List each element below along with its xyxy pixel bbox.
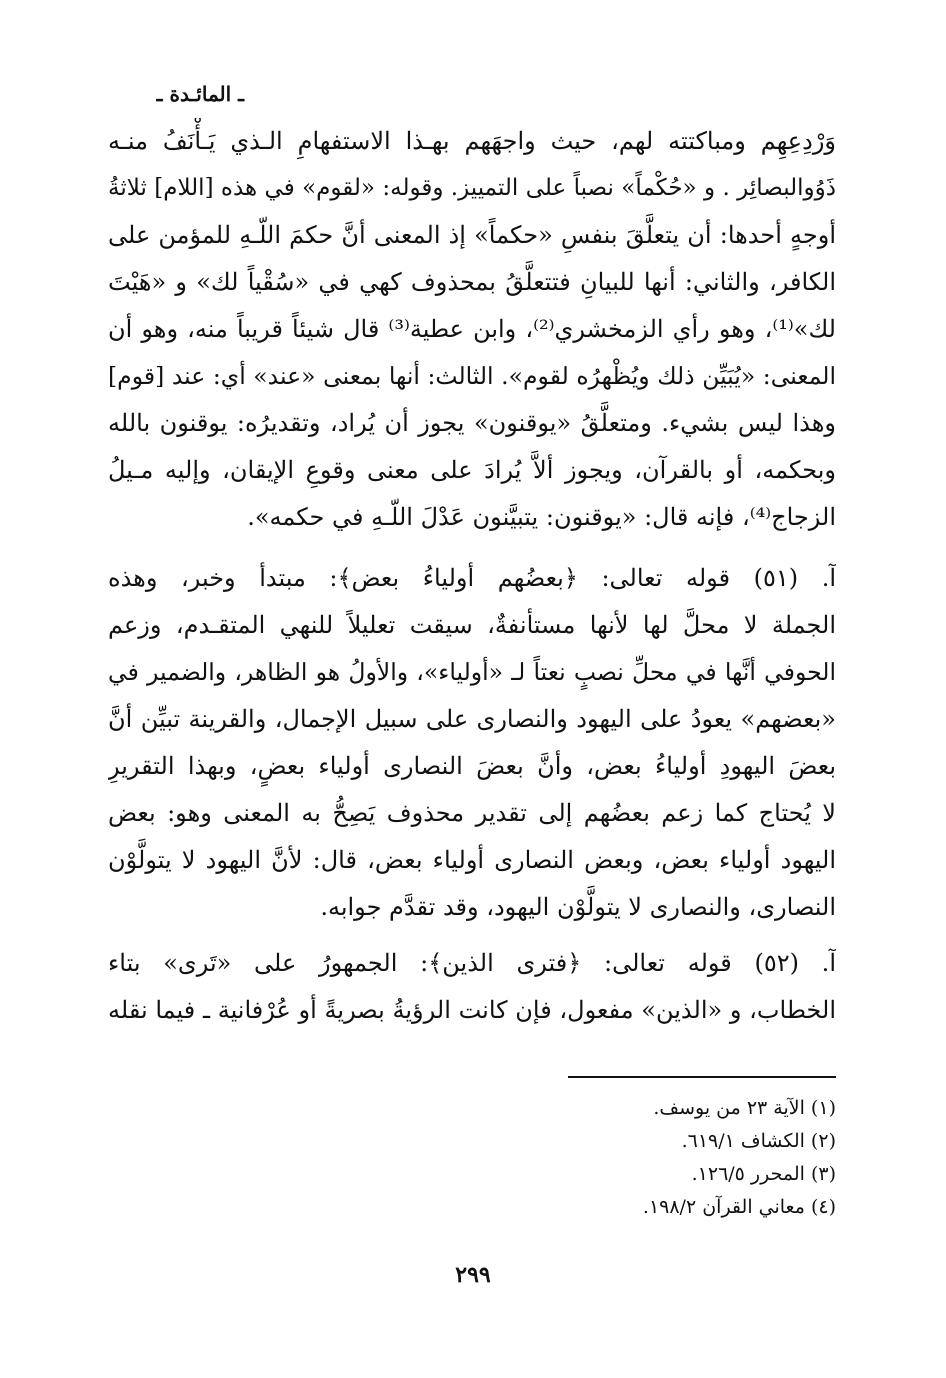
text-line: اليهود أولياء بعض، وبعض النصارى أولياء بعض، قال: لأنَّ اليهود لا يتولَّوْن: [108, 846, 836, 874]
text-line: آ. (٥٢) قوله تعالى: ﴿فترى الذين﴾: الجمهورُ على «تَرى» بتاء: [108, 949, 836, 977]
footnote: (١) الآية ٢٣ من يوسف.: [653, 1097, 836, 1119]
text-line: وبحكمه، أو بالقرآن، ويجوز ألاَّ يُرادَ على معنى وقوعِ الإيقان، وإليه مـيلُ: [108, 456, 836, 484]
text-line: الخطاب، و «الذين» مفعول، فإن كانت الرؤيةُ بصريةً أو عُرْفانية ـ فيما نقله: [108, 996, 836, 1024]
text-line: الحوفي أنَّها في محلِّ نصبٍ نعتاً لـ «أولياء»، والأولُ هو الظاهر، والضمير في: [108, 658, 836, 686]
footnotes: [436, 1092, 836, 1224]
text-line: آ. (٥١) قوله تعالى: ﴿بعضُهم أولياءُ بعض﴾: مبتدأ وخبر، وهذه: [108, 564, 836, 592]
text-line: «بعضهم» يعودُ على اليهود والنصارى على سبيل الإجمال، والقرينة تبيِّن أنَّ: [108, 705, 836, 733]
footnote: (٣) المحرر ١٢٦/٥.: [691, 1163, 836, 1185]
text-line: ذَوُوالبصائِر . و «حُكْماً» نصباً على التمييز. وقوله: «لقوم» في هذه [اللام] ثلاثةُ: [108, 175, 836, 201]
footnote-divider: [568, 1076, 836, 1078]
text-line: أوجهٍ أحدها: أن يتعلَّقَ بنفسِ «حكماً» إذ المعنى أنَّ حكمَ اللّـهِ للمؤمن على: [108, 221, 836, 249]
text-line: الكافر، والثاني: أنها للبيانِ فتتعلَّقُ بمحذوف كهي في «سُقْياً لك» و «هَيْتَ: [108, 268, 836, 296]
text-line: النصارى، والنصارى لا يتولَّوْن اليهود، وقد تقدَّم جوابه.: [320, 893, 836, 921]
page-number: ٢٩٩: [455, 1262, 491, 1288]
running-header: ـ المائـدة ـ: [156, 82, 244, 106]
paragraph-verse-52: [108, 940, 836, 1034]
text-line: بعضَ اليهودِ أولياءُ بعض، وأنَّ بعضَ النصارى أولياء بعضٍ، وبهذا التقريرِ: [108, 752, 836, 780]
text-line: الجملة لا محلَّ لها لأنها مستأنفةٌ، سيقت تعليلاً للنهي المتقـدم، وزعم: [108, 611, 836, 639]
text-line: وهذا ليس بشيء. ومتعلَّقُ «يوقنون» يجوز أن يُراد، وتقديرُه: يوقنون بالله: [108, 409, 836, 437]
text-line: لا يُحتاج كما زعم بعضُهم إلى تقدير محذوف يَصِحُّ به المعنى وهو: بعض: [108, 799, 836, 827]
paragraph-1: [108, 118, 836, 541]
text-line: لك»⁽¹⁾، وهو رأي الزمخشري⁽²⁾، وابن عطية⁽³⁾ قال شيئاً قريباً منه، وهو أن: [108, 315, 836, 343]
footnote: (٢) الكشاف ٦١٩/١.: [681, 1130, 836, 1152]
footnote: (٤) معاني القرآن ١٩٨/٢.: [642, 1196, 836, 1218]
text-line: الزجاج⁽⁴⁾، فإنه قال: «يوقنون: يتبيَّنون عَدْلَ اللّـهِ في حكمه».: [247, 503, 836, 531]
paragraph-verse-51: [108, 555, 836, 931]
text-line: وَرْدِعِهِم ومباكتته لهم، حيث واجهَهم بهـذا الاستفهامِ الـذي يَـأْنَفُ منـه: [108, 127, 836, 155]
text-line: المعنى: «يُبَيِّن ذلك ويُظْهرُه لقوم». الثالث: أنها بمعنى «عند» أي: عند [قوم]: [108, 362, 836, 390]
